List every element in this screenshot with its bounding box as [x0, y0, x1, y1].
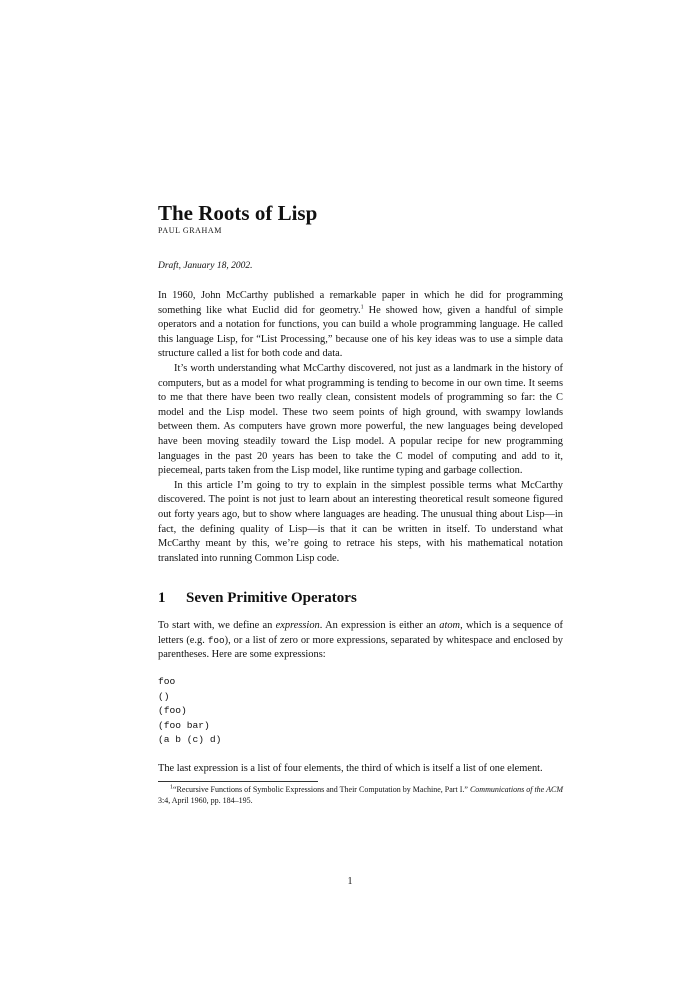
code-line: (a b (c) d): [158, 734, 222, 746]
section-paragraph-1: To start with, we define an expression. An expression is either an atom, which is a sequence of letters (e.g. foo), or a list of zero or more expressions, separated by whitespace and enclosed by parentheses. Here are some expressions:: [158, 620, 564, 661]
footnote-ref-1: 1: [360, 304, 364, 311]
page-content: [158, 201, 563, 806]
term-atom: atom: [439, 620, 461, 632]
page-number: 1: [347, 876, 353, 887]
intro-paragraph-2: It’s worth understanding what McCarthy discovered, not just as a landmark in the history of computers, but as a model for what programming is tending to become in our own time. It seems to me that there have been two really clean, consistent models of programming so far: the C model and the Lisp model. These two seem points of high ground, with swampy lowlands between them. As computers have grown more powerful, the new languages being developed have been moving steadily toward the Lisp model. A popular recipe for new programming languages in the past 20 years has been to take the C model of computing and add to it, piecemeal, parts taken from the Lisp model, like runtime typing and garbage collection.: [158, 362, 563, 477]
code-line: (): [158, 690, 170, 702]
intro-paragraph-1: In 1960, John McCarthy published a remarkable paper in which he did for programming something like what Euclid did for geometry.$^1$ He showed how, given a handful of simple operators and a notation for functions, you can build a whole programming language. He called this language Lisp, for “List Processing,” because one of his key ideas was to use a simple data structure called a list for both code and data.: [158, 290, 563, 360]
code-line: (foo bar): [158, 719, 210, 731]
intro-paragraph-3: In this article I’m going to try to explain in the simplest possible terms what McCarthy discovered. The point is not just to learn about an interesting theoretical result someone figured out forty years ago, but to show where languages are heading. The unusual thing about Lisp—in fact, the defining quality of Lisp—is that it can be written in itself. To understand what McCarthy meant by this, we’re going to retrace his steps, with his mathematical notation translated into running Common Lisp code.: [158, 479, 563, 564]
section-number: 1: [158, 590, 166, 607]
draft-date: Draft, January 18, 2002.: [158, 261, 253, 271]
author-name: PAUL GRAHAM: [158, 226, 223, 235]
section-paragraph-2: The last expression is a list of four elements, the third of which is itself a list of one element.: [158, 763, 543, 775]
paper-title: The Roots of Lisp: [158, 201, 318, 225]
footnote: $^1$“Recursive Functions of Symbolic Expressions and Their Computation by Machine, Part I.” Communications of the ACM 3:4, April 1960, pp. 184–195.: [158, 783, 563, 805]
section-title: Seven Primitive Operators: [186, 590, 357, 607]
inline-code: foo: [207, 634, 225, 646]
section-heading: [158, 589, 563, 607]
footnote-mark: 1: [170, 783, 173, 790]
code-example-block: [158, 675, 563, 748]
code-line: foo: [158, 676, 176, 688]
code-line: (foo): [158, 705, 187, 717]
footnote-divider: [158, 781, 318, 782]
term-expression: expression: [275, 620, 320, 632]
